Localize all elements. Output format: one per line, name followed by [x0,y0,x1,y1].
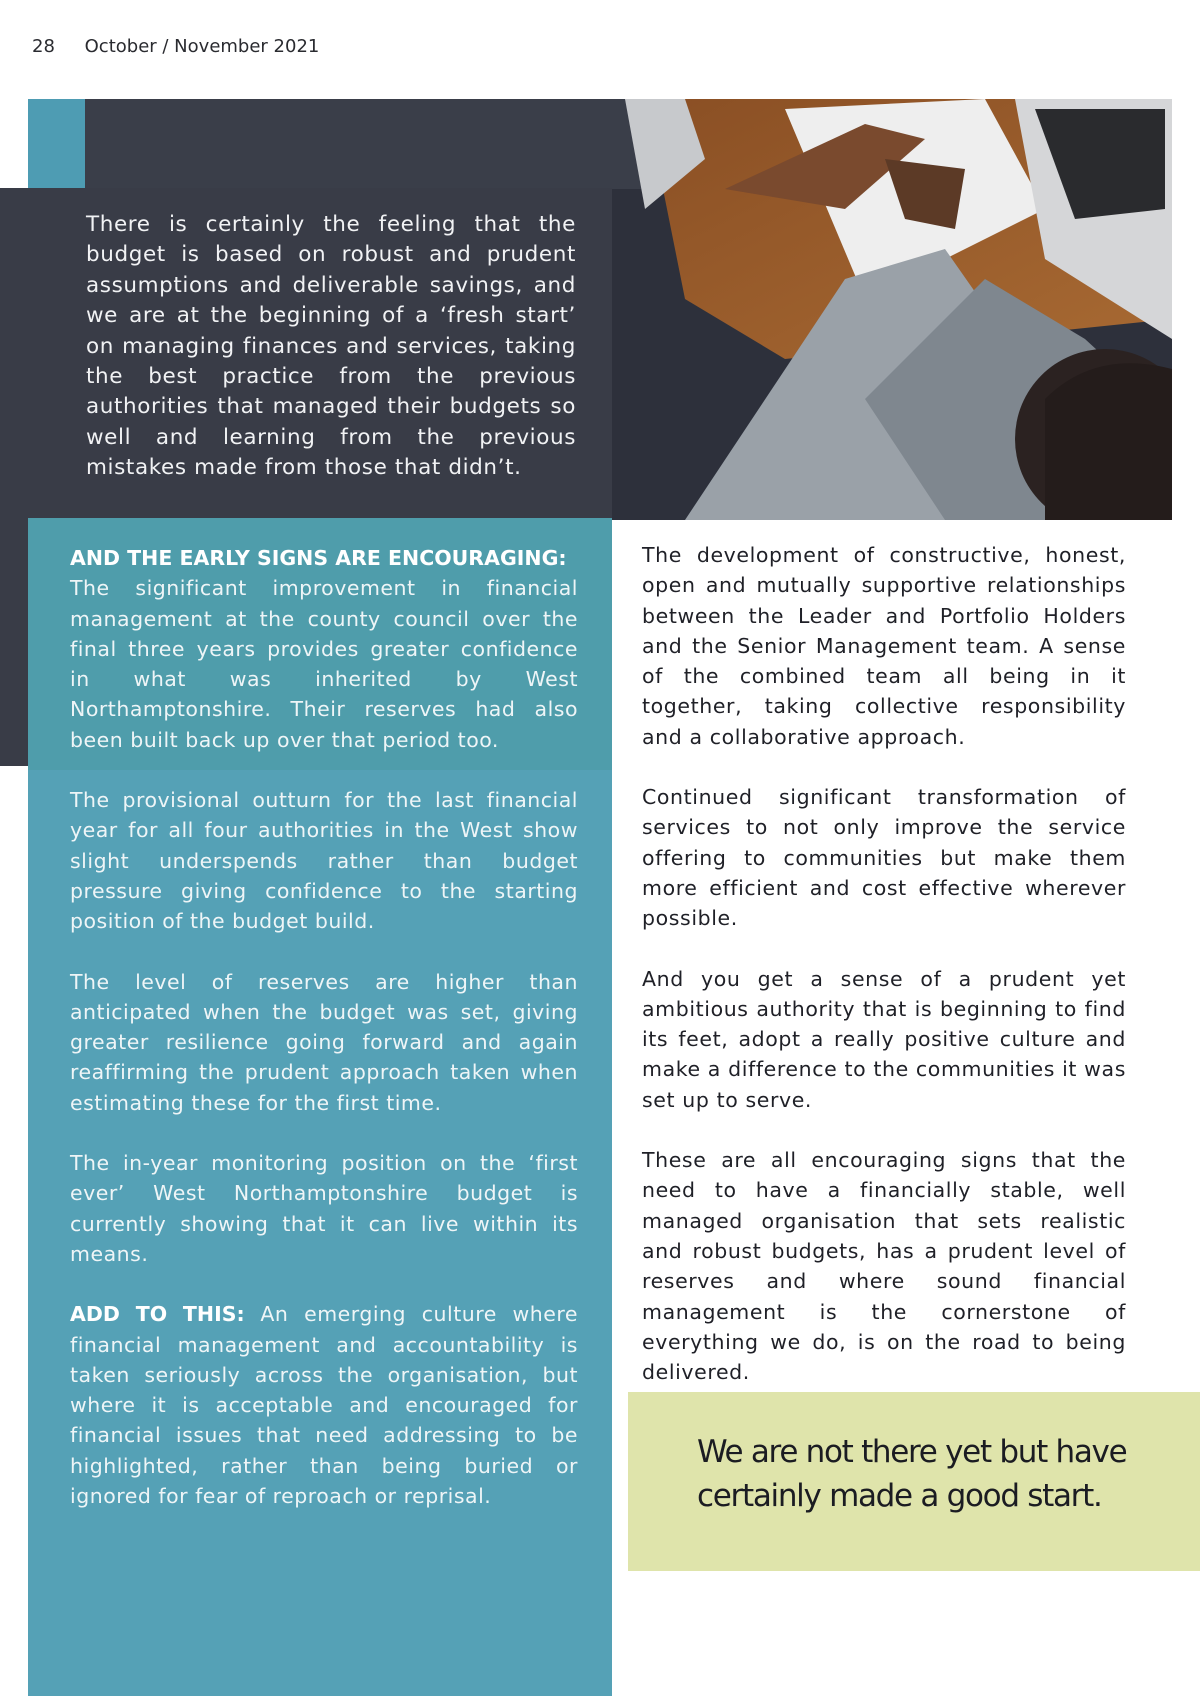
paragraph: These are all encouraging signs that the need to have a financially stable, well managed organisation that sets realistic and robust budgets, has a prudent level of reserves and where sound financial management is the cornerstone of everything we do, is on the road to being delivered. [642,1148,1126,1385]
issue-date: October / November 2021 [84,36,320,57]
paragraph: Continued significant transformation of services to not only improve the service offering to communities but make them more efficient and cost effective wherever possible. [642,785,1126,931]
paragraph-body: An emerging culture where financial management and accountability is taken seriously across the organisation, but where it is acceptable and encouraged for financial issues that need addressing to be highlighted, rather than being buried or ignored for fear of reproach or reprisal. [70,1302,578,1509]
pull-quote-box [628,1392,1200,1571]
pull-quote: We are not there yet but have certainly made a good start. [697,1434,1127,1514]
paragraph: The development of constructive, honest, open and mutually supportive relationships between the Leader and Portfolio Holders and the Senior Management team. A sense of the combined team all being in it together, taking collective responsibility and a collaborative approach. [642,543,1126,749]
left-column [70,543,578,1541]
paragraph: The provisional outturn for the last financial year for all four authorities in the West show slight underspends rather than budget pressure giving confidence to the starting position of the budget build. [70,788,578,934]
paragraph-body: The significant improvement in financial management at the county council over the final three years provides greater confidence in what was inherited by West Northamptonshire. Their reserves had also been built back up over that period too. [70,576,578,752]
paragraph: The in-year monitoring position on the ‘first ever’ West Northamptonshire budget is currently showing that it can live within its means. [70,1151,578,1266]
page-header [32,36,319,57]
paragraph [70,543,578,755]
intro-text: There is certainly the feeling that the budget is based on robust and prudent assumptions and deliverable savings, and we are at the beginning of a ‘fresh start’ on managing finances and services, taking the best practice from the previous authorities that managed their budgets so well and learning from the previous mistakes made from those that didn’t. [86,212,576,481]
right-column [642,540,1126,1417]
paragraph: And you get a sense of a prudent yet ambitious authority that is beginning to find its feet, adopt a really positive culture and make a difference to the communities it was set up to serve. [642,966,1126,1112]
paragraph [70,1299,578,1511]
paragraph-lead: AND THE EARLY SIGNS ARE ENCOURAGING: [70,546,567,570]
paragraph-lead: ADD TO THIS: [70,1302,245,1327]
page-number: 28 [32,36,55,57]
paragraph: The level of reserves are higher than anticipated when the budget was set, giving greater resilience going forward and again reaffirming the prudent approach taken when estimating these for the first time. [70,969,578,1115]
